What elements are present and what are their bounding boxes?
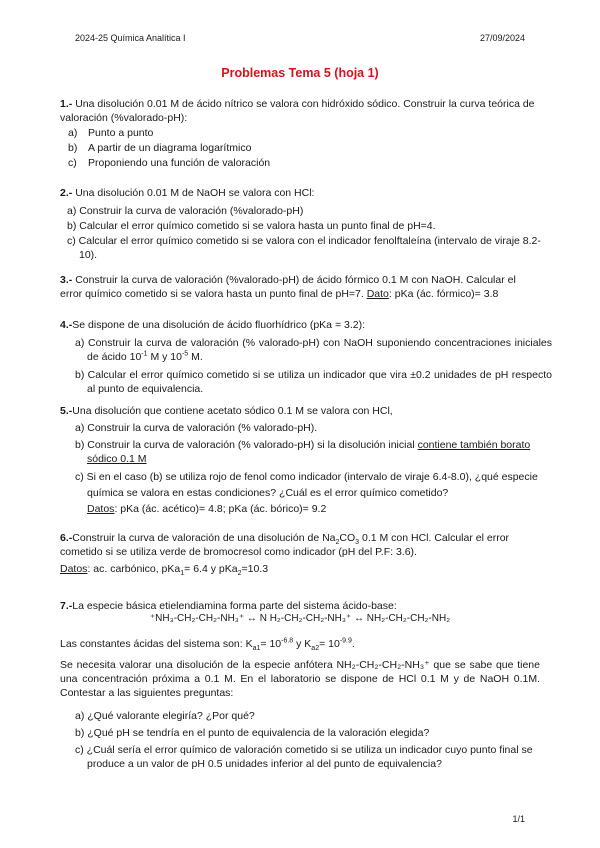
problem-4 [60,318,540,332]
problem-5-item-a: a) Construir la curva de valoración (% valorado-pH). [75,422,318,434]
problem-2 [60,186,540,200]
problem-3-dato: : pKa (ác. fórmico)= 3.8 [388,288,499,300]
problem-7-text: La especie básica etielendiamina forma parte del sistema ácido-base: [72,600,397,612]
problem-3 [60,273,540,301]
header-course: 2024-25 Química Analítica I [75,33,186,43]
problem-4-text: Se dispone de una disolución de ácido fluorhídrico (pKa = 3.2): [72,319,365,331]
problem-7-item-c: c) ¿Cuál sería el error químico de valoración cometido si se utiliza un indicador cuyo punto final se produce a un valor de pH 0.5 unidades inferior al del punto de equivalencia? [75,744,533,770]
problem-3-text: Construir la curva de valoración (%valorado-pH) de ácido fórmico 0.1 M con NaOH. Calcular el error químico cometido si se valora hasta un punto final de pH=7. [60,274,516,300]
problem-2-text: Una disolución 0.01 M de NaOH se valora con HCl: [75,187,315,199]
header-date: 27/09/2024 [479,33,525,43]
page-number: 1/1 [512,814,525,824]
problem-1-text: Una disolución 0.01 M de ácido nítrico se valora con hidróxido sódico. Construir la curva teórica de valoración (%valorado-pH): [60,98,535,124]
problem-7-number: 7.- [60,600,73,612]
problem-3-number: 3.- [60,274,73,286]
problem-3-dato-label: Dato [366,288,389,300]
problem-6-number: 6.- [60,532,73,544]
problem-1-number: 1.- [60,98,73,110]
problem-5 [60,404,540,418]
problem-7-statement: Se necesita valorar una disolución de la especie anfótera NH₂-CH₂-CH₂-NH₃⁺ que se sabe que tiene una concentración próxima a 0.1 M. En el laboratorio se dispone de HCl 0.1 M y de NaOH 0.1M. Contestar a las siguientes preguntas: [60,659,540,699]
problem-7-item-b: b) ¿Qué pH se tendría en el punto de equivalencia de la valoración elegida? [75,727,430,739]
problem-7-item-a: a) ¿Qué valorante elegiría? ¿Por qué? [75,710,255,722]
problem-1-item-c: c) Proponiendo una función de valoración [68,157,271,169]
problem-4-number: 4.- [60,319,73,331]
problem-4-item-b: b) Calcular el error químico cometido si se utiliza un indicador que vira ±0.2 unidades de pH respecto al punto de equivalencia. [75,369,552,395]
problem-6-datos: Datos: ac. carbónico, pKa$_1$= 6.4 y pKa$_2$=10.3 [60,563,269,578]
problem-5-text: Una disolución que contiene acetato sódico 0.1 M se valora con HCl, [72,405,393,417]
problem-5-datos: Datos: pKa (ác. acético)= 4.8; pKa (ác. bórico)= 9.2 [87,503,327,515]
problem-2-number: 2.- [60,187,73,199]
problem-5-item-c: c) Si en el caso (b) se utiliza rojo de fenol como indicador (intervalo de viraje 6.4-8.0), ¿qué especie química se valora en estas condiciones? ¿Cuál es el error químico cometido? [75,471,538,499]
problem-2-item-b: b) Calcular el error químico cometido si se valora hasta un punto final de pH=4. [67,220,436,232]
problem-7 [60,599,540,613]
problem-1-item-b: b) A partir de un diagrama logarítmico [68,142,252,154]
problem-6: 6.-Construir la curva de valoración de una disolución de $Na_2CO_3$ 0.1 M con HCl. Calcular el error cometido si se utiliza verde de bromocresol como indicador (pH del P.F: 3.6). [60,532,510,558]
problem-2-item-a: a) Construir la curva de valoración (%valorado-pH) [67,205,304,217]
acid-base-equilibrium: ⁺NH₃-CH₂-CH₂-NH₃⁺ ↔ N H₂-CH₂-CH₂-NH₃⁺ ↔ NH₂-CH₂-CH₂-NH₂ [149,613,451,624]
page-title: Problemas Tema 5 (hoja 1) [221,66,379,80]
problem-4-item-a: a) Construir la curva de valoración (% valorado-pH) con NaOH suponiendo concentraciones iniciales de ácido $10^{-1}$ M y $10^{-5}$ M. [75,337,552,363]
problem-2-item-c: c) Calcular el error químico cometido si se valora con el indicador fenolftaleína (intervalo de viraje 8.2-10). [67,235,541,261]
problem-1-item-a: a) Punto a punto [68,127,154,139]
problem-1 [60,97,540,125]
problem-7-constants: Las constantes ácidas del sistema son: $K_{a1}= 10^{-6.8}$ y $K_{a2}= 10^{-9.9}$. [60,637,355,653]
problem-5-item-b: b) Construir la curva de valoración (% valorado-pH) si la disolución inicial contiene también borato sódico 0.1 M [75,439,531,465]
problem-5-number: 5.- [60,405,73,417]
